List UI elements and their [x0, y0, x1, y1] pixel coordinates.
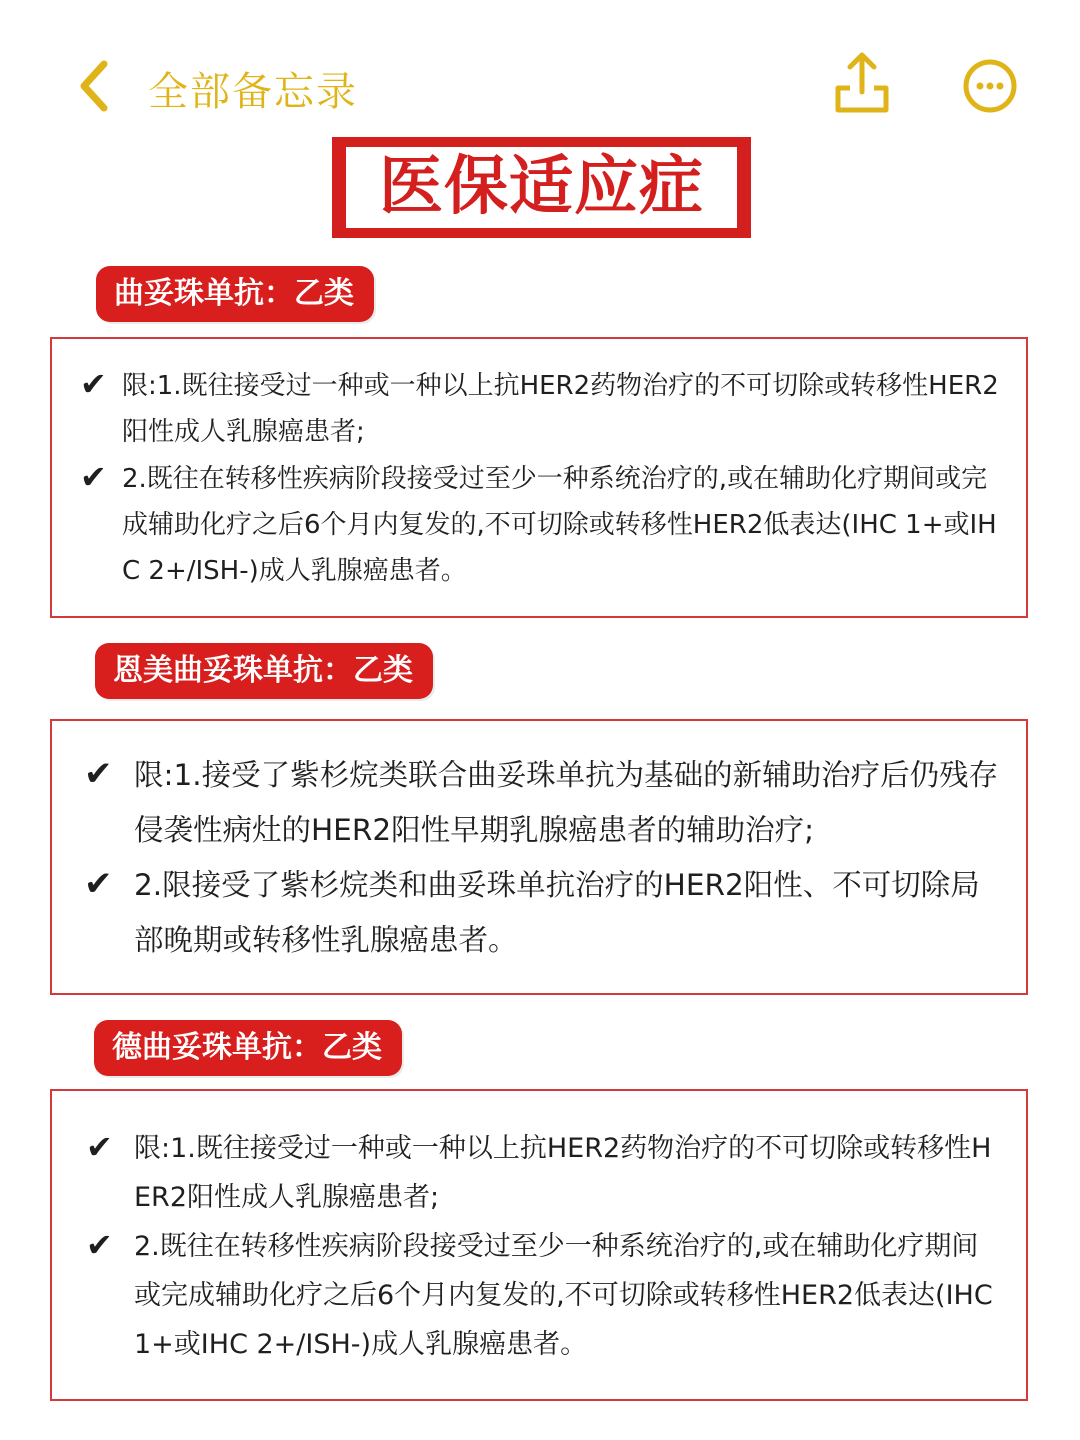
section-label-trastuzumab-emtansine: 恩美曲妥珠单抗：乙类 [95, 643, 433, 699]
check-icon: ✔ [86, 1226, 113, 1264]
list-item-text: 2.既往在转移性疾病阶段接受过至少一种系统治疗的,或在辅助化疗期间或完成辅助化疗之后6个月内复发的,不可切除或转移性HER2低表达(IHC 1+或IHC 2+/ISH-)成人乳腺癌患者。 [122, 464, 997, 586]
section-box-trastuzumab [50, 337, 1028, 618]
list-item-text: 限:1.既往接受过一种或一种以上抗HER2药物治疗的不可切除或转移性HER2阳性成人乳腺癌患者; [134, 1133, 992, 1213]
nav-bar [0, 0, 1080, 130]
list-item-text: 2.既往在转移性疾病阶段接受过至少一种系统治疗的,或在辅助化疗期间或完成辅助化疗之后6个月内复发的,不可切除或转移性HER2低表达(IHC 1+或IHC 2+/ISH-)成人乳腺癌患者。 [134, 1231, 993, 1360]
page-title: 医保适应症 [346, 147, 737, 228]
more-button[interactable] [960, 56, 1020, 116]
check-icon: ✔ [84, 754, 113, 794]
section-box-trastuzumab-deruxtecan [50, 1089, 1028, 1401]
page-title-banner [332, 137, 751, 238]
list-item-text: 限:1.接受了紫杉烷类联合曲妥珠单抗为基础的新辅助治疗后仍残存侵袭性病灶的HER2阳性早期乳腺癌患者的辅助治疗; [134, 758, 999, 847]
check-icon: ✔ [80, 365, 107, 403]
back-label[interactable]: 全部备忘录 [148, 69, 358, 115]
section-box-trastuzumab-emtansine [50, 719, 1028, 995]
check-icon: ✔ [80, 458, 107, 496]
share-icon [832, 50, 892, 114]
share-button[interactable] [832, 50, 892, 114]
check-icon: ✔ [86, 1128, 113, 1166]
back-button[interactable] [70, 52, 130, 122]
list-item-text: 限:1.既往接受过一种或一种以上抗HER2药物治疗的不可切除或转移性HER2阳性成人乳腺癌患者; [122, 371, 999, 447]
check-icon: ✔ [84, 864, 113, 904]
list-item-text: 2.限接受了紫杉烷类和曲妥珠单抗治疗的HER2阳性、不可切除局部晚期或转移性乳腺癌患者。 [134, 868, 980, 957]
section-label-trastuzumab: 曲妥珠单抗：乙类 [96, 266, 374, 322]
chevron-left-icon [70, 52, 130, 122]
section-label-trastuzumab-deruxtecan: 德曲妥珠单抗：乙类 [94, 1020, 402, 1076]
more-options-icon [960, 56, 1020, 116]
